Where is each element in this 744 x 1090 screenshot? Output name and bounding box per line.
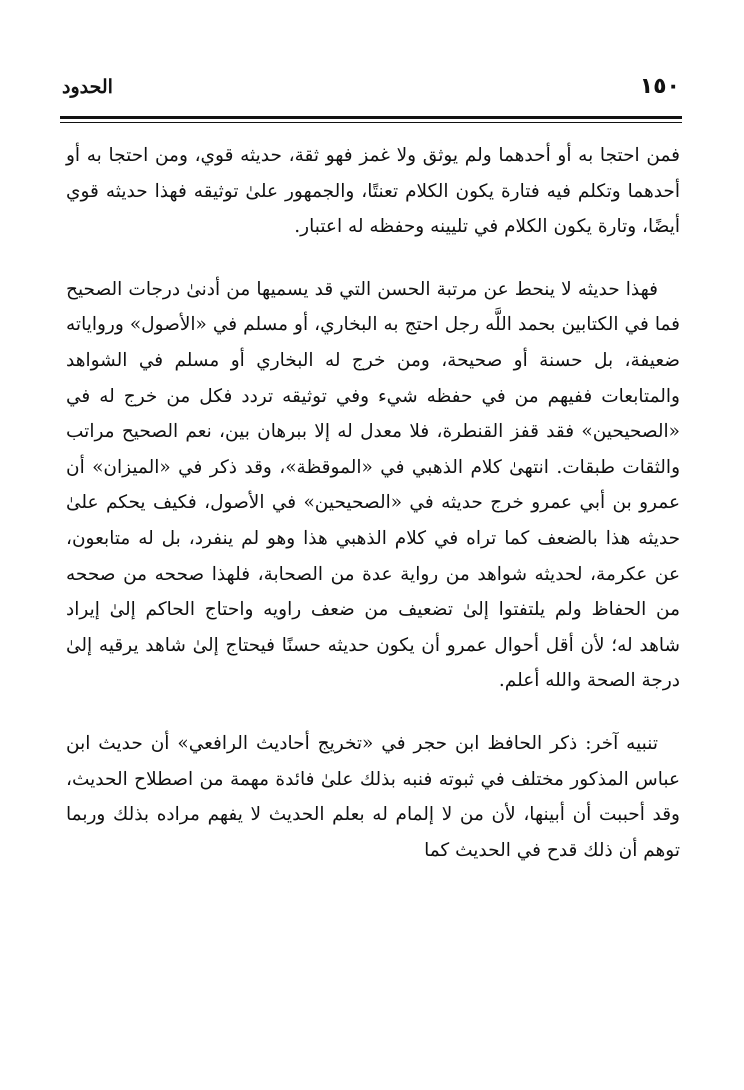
paragraph-gap: [66, 245, 680, 272]
body-text: [66, 138, 680, 868]
paragraph-gap: [66, 699, 680, 726]
paragraph-3: تنبيه آخر: ذكر الحافظ ابن حجر في «تخريج أحاديث الرافعي» أن حديث ابن عباس المذكور مختلف في ثبوته فنبه بذلك علىٰ فائدة مهمة من اصطلاح الحديث، وقد أحببت أن أبينها، لأن من لا إلمام له بعلم الحديث لا يفهم مراده بذلك وربما توهم أن ذلك قدح في الحديث كما: [66, 732, 680, 861]
header-rule-thick: [60, 116, 682, 119]
running-title: الحدود: [62, 76, 113, 98]
header-rule-thin: [60, 122, 682, 123]
paragraph-1: فمن احتجا به أو أحدهما ولم يوثق ولا غمز فهو ثقة، حديثه قوي، ومن احتجا به أو أحدهما وتكلم فيه فتارة يكون الكلام تعنتًا، والجمهور علىٰ توثيقه فهذا حديثه قوي أيضًا، وتارة يكون الكلام في تليينه وحفظه له اعتبار.: [66, 145, 680, 238]
page-header: [62, 70, 680, 106]
page-number: ١٥٠: [639, 74, 680, 99]
paragraph-2: فهذا حديثه لا ينحط عن مرتبة الحسن التي قد يسميها من أدنىٰ درجات الصحيح فما في الكتابين بحمد اللَّه رجل احتج به البخاري، أو مسلم في «الأصول» ورواياته ضعيفة، بل حسنة أو صحيحة، ومن خرج له البخاري أو مسلم في الشواهد والمتابعات ففيهم من في حفظه شيء وفي توثيقه تردد فكل من خرج له في «الصحيحين» فقد قفز القنطرة، فلا معدل له إلا ببرهان بين، نعم الصحيح مراتب والثقات طبقات. انتهىٰ كلام الذهبي في «الموقظة»، وقد ذكر في «الميزان» أن عمرو بن أبي عمرو خرج حديثه في «الصحيحين» في الأصول، فكيف يحكم علىٰ حديثه هذا بالضعف كما تراه في كلام الذهبي هذا وهو لم ينفرد، بل له متابعون، عن عكرمة، لحديثه شواهد من رواية عدة من الصحابة، فلهذا صححه من صححه من الحفاظ ولم يلتفتوا إلىٰ تضعيف من ضعف راويه واحتاج الحاكم إلىٰ إيراد شاهد له؛ لأن أقل أحوال عمرو أن يكون حديثه حسنًا فيحتاج إلىٰ شاهد يرقيه إلىٰ درجة الصحة والله أعلم.: [66, 278, 680, 692]
